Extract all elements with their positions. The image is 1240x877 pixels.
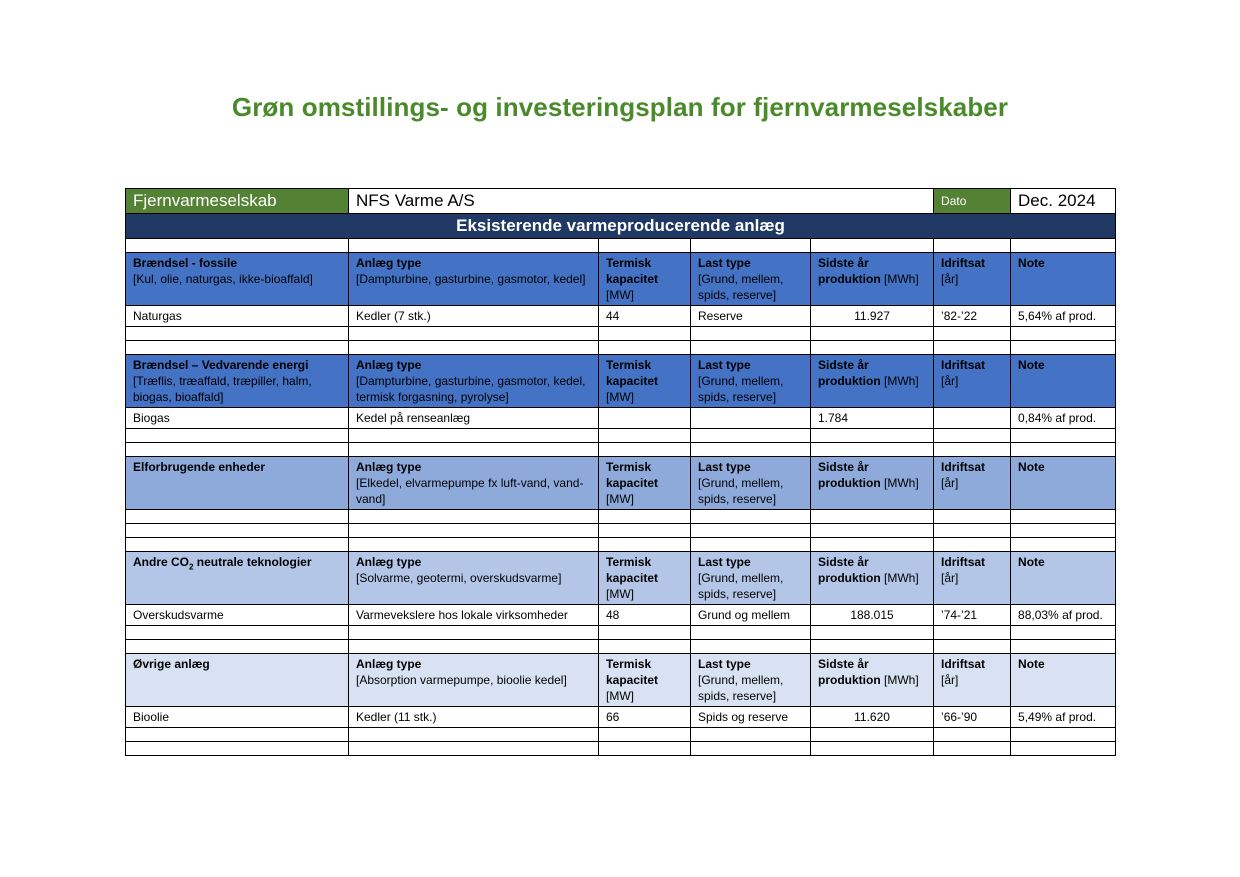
idrift-header: Idriftsat [år]: [934, 552, 1011, 605]
capacity-cell: 44: [599, 306, 691, 327]
fuel-cell: Naturgas: [126, 306, 349, 327]
banner-row: [126, 214, 1116, 239]
empty-row: [126, 239, 1116, 253]
category-cell: Andre $CO_2$ neutrale teknologier: [126, 552, 349, 605]
empty-row: [126, 341, 1116, 355]
idrift-header: Idriftsat [år]: [934, 457, 1011, 510]
empty-row: [126, 327, 1116, 341]
type-cell: Kedel på renseanlæg: [349, 408, 599, 429]
table-row: [126, 707, 1116, 728]
empty-row: [126, 640, 1116, 654]
fuel-cell: Bioolie: [126, 707, 349, 728]
termisk-header: Termisk kapacitet [MW]: [599, 457, 691, 510]
empty-row: [126, 538, 1116, 552]
anlaeg-header: Anlæg type [Absorption varmepumpe, bioolie kedel]: [349, 654, 599, 707]
type-cell: Kedler (7 stk.): [349, 306, 599, 327]
note-cell: 5,49% af prod.: [1011, 707, 1116, 728]
empty-row: [126, 728, 1116, 742]
year-cell: ’82-’22: [934, 306, 1011, 327]
header-row-oevrige: [126, 654, 1116, 707]
idrift-header: Idriftsat [år]: [934, 355, 1011, 408]
empty-row: [126, 524, 1116, 538]
sidste-header: Sidste år produktion [MWh]: [811, 552, 934, 605]
note-cell: 5,64% af prod.: [1011, 306, 1116, 327]
production-cell: 1.784: [811, 408, 934, 429]
load-cell: Reserve: [691, 306, 811, 327]
note-header: Note: [1011, 552, 1116, 605]
anlaeg-header: Anlæg type [Solvarme, geotermi, overskudsvarme]: [349, 552, 599, 605]
termisk-header: Termisk kapacitet [MW]: [599, 253, 691, 306]
note-cell: 0,84% af prod.: [1011, 408, 1116, 429]
note-header: Note: [1011, 457, 1116, 510]
production-cell: 11.620: [811, 707, 934, 728]
termisk-header: Termisk kapacitet [MW]: [599, 552, 691, 605]
table-row: [126, 605, 1116, 626]
header-row-fossile: [126, 253, 1116, 306]
note-header: Note: [1011, 253, 1116, 306]
category-cell: Elforbrugende enheder: [126, 457, 349, 510]
load-cell: Grund og mellem: [691, 605, 811, 626]
fuel-cell: Biogas: [126, 408, 349, 429]
anlaeg-header: Anlæg type [Dampturbine, gasturbine, gasmotor, kedel, termisk forgasning, pyrolyse]: [349, 355, 599, 408]
production-cell: 11.927: [811, 306, 934, 327]
year-cell: ’74-’21: [934, 605, 1011, 626]
type-cell: Kedler (11 stk.): [349, 707, 599, 728]
table-row: [126, 306, 1116, 327]
company-label: Fjernvarmeselskab: [126, 189, 349, 214]
termisk-header: Termisk kapacitet [MW]: [599, 355, 691, 408]
empty-row: [126, 742, 1116, 756]
load-cell: Spids og reserve: [691, 707, 811, 728]
capacity-cell: 66: [599, 707, 691, 728]
idrift-header: Idriftsat [år]: [934, 654, 1011, 707]
last-header: Last type [Grund, mellem, spids, reserve]: [691, 253, 811, 306]
type-cell: Varmevekslere hos lokale virksomheder: [349, 605, 599, 626]
fuel-cell: Overskudsvarme: [126, 605, 349, 626]
date-label: Dato: [934, 189, 1011, 214]
header-row-co2: [126, 552, 1116, 605]
production-cell: 188.015: [811, 605, 934, 626]
sidste-header: Sidste år produktion [MWh]: [811, 355, 934, 408]
page-title: Grøn omstillings- og investeringsplan for fjernvarmeselskaber: [231, 92, 1009, 122]
last-header: Last type [Grund, mellem, spids, reserve]: [691, 355, 811, 408]
category-cell: Brændsel - fossile [Kul, olie, naturgas, ikke-bioaffald]: [126, 253, 349, 306]
empty-row: [126, 429, 1116, 443]
info-row: [126, 189, 1116, 214]
last-header: Last type [Grund, mellem, spids, reserve]: [691, 457, 811, 510]
idrift-header: Idriftsat [år]: [934, 253, 1011, 306]
empty-row: [126, 510, 1116, 524]
anlaeg-header: Anlæg type [Elkedel, elvarmepumpe fx luft-vand, vand-vand]: [349, 457, 599, 510]
last-header: Last type [Grund, mellem, spids, reserve]: [691, 654, 811, 707]
sidste-header: Sidste år produktion [MWh]: [811, 457, 934, 510]
last-header: Last type [Grund, mellem, spids, reserve]: [691, 552, 811, 605]
date-value: Dec. 2024: [1011, 189, 1116, 214]
note-header: Note: [1011, 355, 1116, 408]
company-value: NFS Varme A/S: [349, 189, 934, 214]
header-row-vedvarende: [126, 355, 1116, 408]
note-cell: 88,03% af prod.: [1011, 605, 1116, 626]
category-cell: Brændsel – Vedvarende energi [Træflis, træaffald, træpiller, halm, biogas, bioaffald]: [126, 355, 349, 408]
section-banner: Eksisterende varmeproducerende anlæg: [126, 214, 1116, 239]
anlaeg-header: Anlæg type [Dampturbine, gasturbine, gasmotor, kedel]: [349, 253, 599, 306]
sidste-header: Sidste år produktion [MWh]: [811, 654, 934, 707]
load-cell: [691, 408, 811, 429]
year-cell: ’66-’90: [934, 707, 1011, 728]
sidste-header: Sidste år produktion [MWh]: [811, 253, 934, 306]
table-row: [126, 408, 1116, 429]
capacity-cell: 48: [599, 605, 691, 626]
header-row-el: [126, 457, 1116, 510]
year-cell: [934, 408, 1011, 429]
plant-table: [125, 188, 1116, 756]
category-cell: Øvrige anlæg: [126, 654, 349, 707]
empty-row: [126, 626, 1116, 640]
capacity-cell: [599, 408, 691, 429]
termisk-header: Termisk kapacitet [MW]: [599, 654, 691, 707]
empty-row: [126, 443, 1116, 457]
note-header: Note: [1011, 654, 1116, 707]
